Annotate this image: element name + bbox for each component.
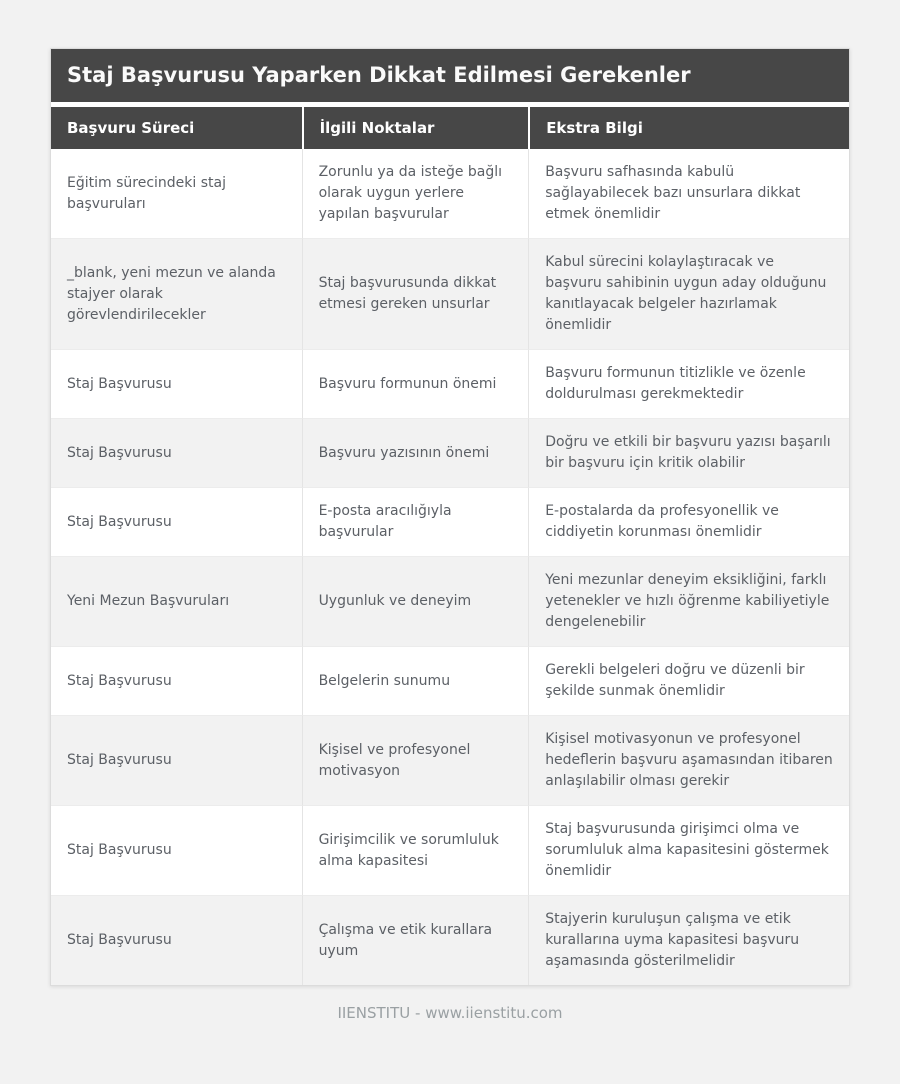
page-title: Staj Başvurusu Yaparken Dikkat Edilmesi Gerekenler — [51, 49, 849, 102]
cell-basvuru-sureci: Staj Başvurusu — [51, 805, 302, 895]
cell-ekstra-bilgi: Yeni mezunlar deneyim eksikliğini, farklı yetenekler ve hızlı öğrenme kabiliyetiyle dengelenebilir — [528, 556, 849, 646]
table-card — [50, 48, 850, 986]
cell-ilgili-noktalar: Zorunlu ya da isteğe bağlı olarak uygun yerlere yapılan başvurular — [302, 149, 529, 238]
table-row — [51, 238, 849, 349]
cell-ekstra-bilgi: Kabul sürecini kolaylaştıracak ve başvuru sahibinin uygun aday olduğunu kanıtlayacak belgeler hazırlamak önemlidir — [528, 238, 849, 349]
cell-ilgili-noktalar: Belgelerin sunumu — [302, 646, 529, 715]
cell-ekstra-bilgi: E-postalarda da profesyonellik ve ciddiyetin korunması önemlidir — [528, 487, 849, 556]
cell-ekstra-bilgi: Doğru ve etkili bir başvuru yazısı başarılı bir başvuru için kritik olabilir — [528, 418, 849, 487]
footer-attribution: IIENSTITU - www.iienstitu.com — [337, 1004, 563, 1023]
cell-basvuru-sureci: Staj Başvurusu — [51, 487, 302, 556]
cell-ilgili-noktalar: Başvuru formunun önemi — [302, 349, 529, 418]
cell-basvuru-sureci: Staj Başvurusu — [51, 646, 302, 715]
cell-ekstra-bilgi: Başvuru safhasında kabulü sağlayabilecek bazı unsurlara dikkat etmek önemlidir — [528, 149, 849, 238]
cell-basvuru-sureci: _blank, yeni mezun ve alanda stajyer olarak görevlendirilecekler — [51, 238, 302, 349]
table-body — [51, 149, 849, 985]
cell-basvuru-sureci: Staj Başvurusu — [51, 895, 302, 985]
column-header-basvuru-sureci: Başvuru Süreci — [51, 107, 302, 149]
table-row — [51, 418, 849, 487]
column-header-ekstra-bilgi: Ekstra Bilgi — [528, 107, 849, 149]
table-row — [51, 646, 849, 715]
cell-basvuru-sureci: Staj Başvurusu — [51, 715, 302, 805]
cell-ilgili-noktalar: Uygunluk ve deneyim — [302, 556, 529, 646]
header-row — [51, 107, 849, 149]
cell-ilgili-noktalar: E-posta aracılığıyla başvurular — [302, 487, 529, 556]
table-row — [51, 349, 849, 418]
cell-basvuru-sureci: Staj Başvurusu — [51, 418, 302, 487]
column-header-ilgili-noktalar: İlgili Noktalar — [302, 107, 529, 149]
cell-ilgili-noktalar: Staj başvurusunda dikkat etmesi gereken unsurlar — [302, 238, 529, 349]
cell-ekstra-bilgi: Stajyerin kuruluşun çalışma ve etik kurallarına uyma kapasitesi başvuru aşamasında gösterilmelidir — [528, 895, 849, 985]
table-row — [51, 895, 849, 985]
cell-ekstra-bilgi: Gerekli belgeleri doğru ve düzenli bir şekilde sunmak önemlidir — [528, 646, 849, 715]
cell-ekstra-bilgi: Başvuru formunun titizlikle ve özenle doldurulması gerekmektedir — [528, 349, 849, 418]
cell-ilgili-noktalar: Kişisel ve profesyonel motivasyon — [302, 715, 529, 805]
cell-ekstra-bilgi: Staj başvurusunda girişimci olma ve sorumluluk alma kapasitesini göstermek önemlidir — [528, 805, 849, 895]
table-row — [51, 805, 849, 895]
table-row — [51, 149, 849, 238]
cell-ilgili-noktalar: Başvuru yazısının önemi — [302, 418, 529, 487]
cell-basvuru-sureci: Yeni Mezun Başvuruları — [51, 556, 302, 646]
table-header — [51, 107, 849, 149]
cell-ilgili-noktalar: Çalışma ve etik kurallara uyum — [302, 895, 529, 985]
table-row — [51, 487, 849, 556]
cell-ilgili-noktalar: Girişimcilik ve sorumluluk alma kapasitesi — [302, 805, 529, 895]
cell-basvuru-sureci: Staj Başvurusu — [51, 349, 302, 418]
cell-basvuru-sureci: Eğitim sürecindeki staj başvuruları — [51, 149, 302, 238]
internship-application-table — [51, 107, 849, 985]
table-row — [51, 715, 849, 805]
cell-ekstra-bilgi: Kişisel motivasyonun ve profesyonel hedeflerin başvuru aşamasından itibaren anlaşılabilir olması gerekir — [528, 715, 849, 805]
table-row — [51, 556, 849, 646]
